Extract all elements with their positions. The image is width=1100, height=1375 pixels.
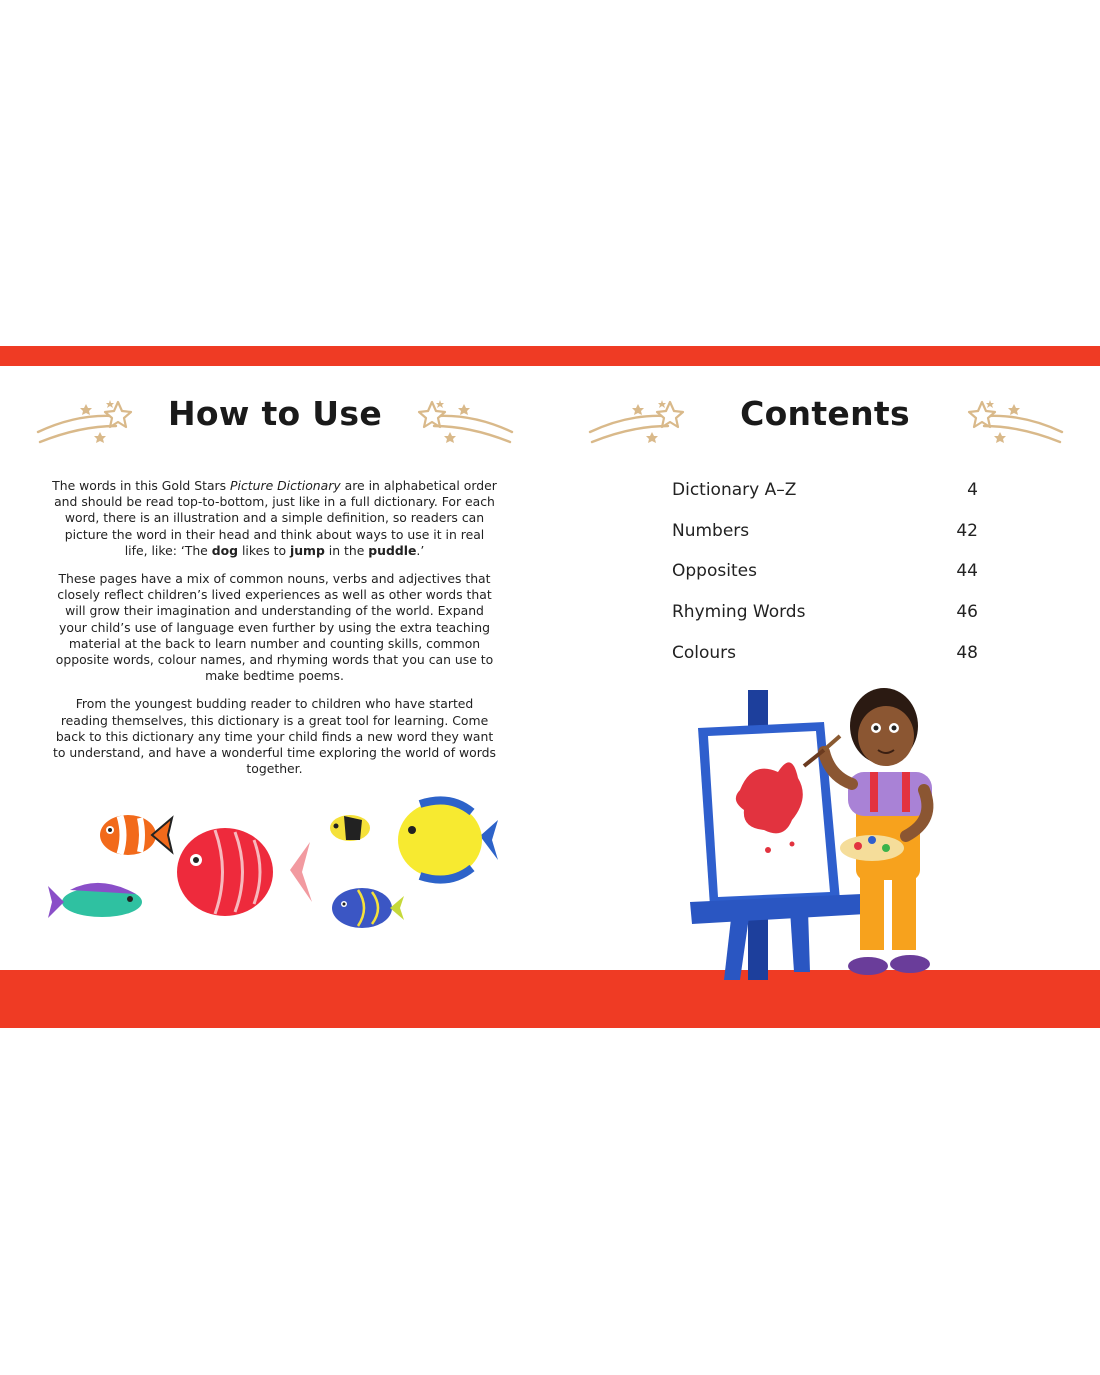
- shooting-star-icon: [36, 396, 136, 452]
- contents-entry-rhyming-words[interactable]: [672, 592, 978, 633]
- shooting-star-icon: [588, 396, 688, 452]
- green-fish-icon: [48, 883, 142, 918]
- contents-entry-page: 42: [956, 520, 978, 541]
- fish-illustration: [40, 790, 510, 950]
- contents-entry-dictionary[interactable]: [672, 470, 978, 511]
- intro-paragraph-2: These pages have a mix of common nouns, verbs and adjectives that closely reflect children’s lived experiences as well as other words that will grow their imagination and understanding of the world. Expand your child’s use of language even further by using the extra teaching material at the back to learn number and counting skills, common opposite words, colour names, and rhyming words that you can use to make bedtime poems.: [55, 571, 494, 684]
- contents-entry-page: 44: [956, 561, 978, 582]
- contents-entry-label: Numbers: [672, 520, 750, 541]
- contents-entry-page: 46: [956, 602, 978, 623]
- contents-entry-colours[interactable]: [672, 632, 978, 673]
- contents-entry-opposites[interactable]: [672, 551, 978, 592]
- contents-entry-label: Opposites: [672, 561, 757, 582]
- red-fish-icon: [177, 828, 312, 916]
- contents-entry-label: Rhyming Words: [672, 602, 806, 623]
- page-title-contents: Contents: [740, 394, 910, 433]
- shooting-star-icon: [414, 396, 514, 452]
- top-red-band: [0, 346, 1100, 366]
- contents-entry-numbers[interactable]: [672, 511, 978, 552]
- intro-paragraph-3: From the youngest budding reader to children who have started reading themselves, this dictionary is a great tool for learning. Come back to this dictionary any time your child finds a new word they want to understand, and have a wonderful time exploring the world of words together.: [53, 696, 496, 777]
- contents-entry-page: 4: [967, 480, 978, 501]
- contents-entry-label: Dictionary A–Z: [672, 480, 797, 501]
- intro-paragraph-1: The words in this Gold Stars Picture Dictionary are in alphabetical order and should be read top-to-bottom, just like in a full dictionary. For each word, there is an illustration and a simple definition, so readers can picture the word in their head and think about ways to use it in real life, like: ‘The dog likes to jump in the puddle.’: [52, 478, 497, 558]
- contents-entry-page: 48: [956, 642, 978, 663]
- yellow-small-fish-icon: [330, 815, 370, 841]
- contents-entry-label: Colours: [672, 642, 737, 663]
- shooting-star-icon: [964, 396, 1064, 452]
- page-title-how-to-use: How to Use: [167, 394, 383, 433]
- intro-text: [52, 478, 497, 789]
- blue-fish-icon: [332, 888, 404, 928]
- painter-illustration: [680, 680, 970, 990]
- contents-list: [672, 470, 978, 673]
- clownfish-icon: [100, 815, 172, 855]
- yellow-big-fish-icon: [398, 800, 498, 879]
